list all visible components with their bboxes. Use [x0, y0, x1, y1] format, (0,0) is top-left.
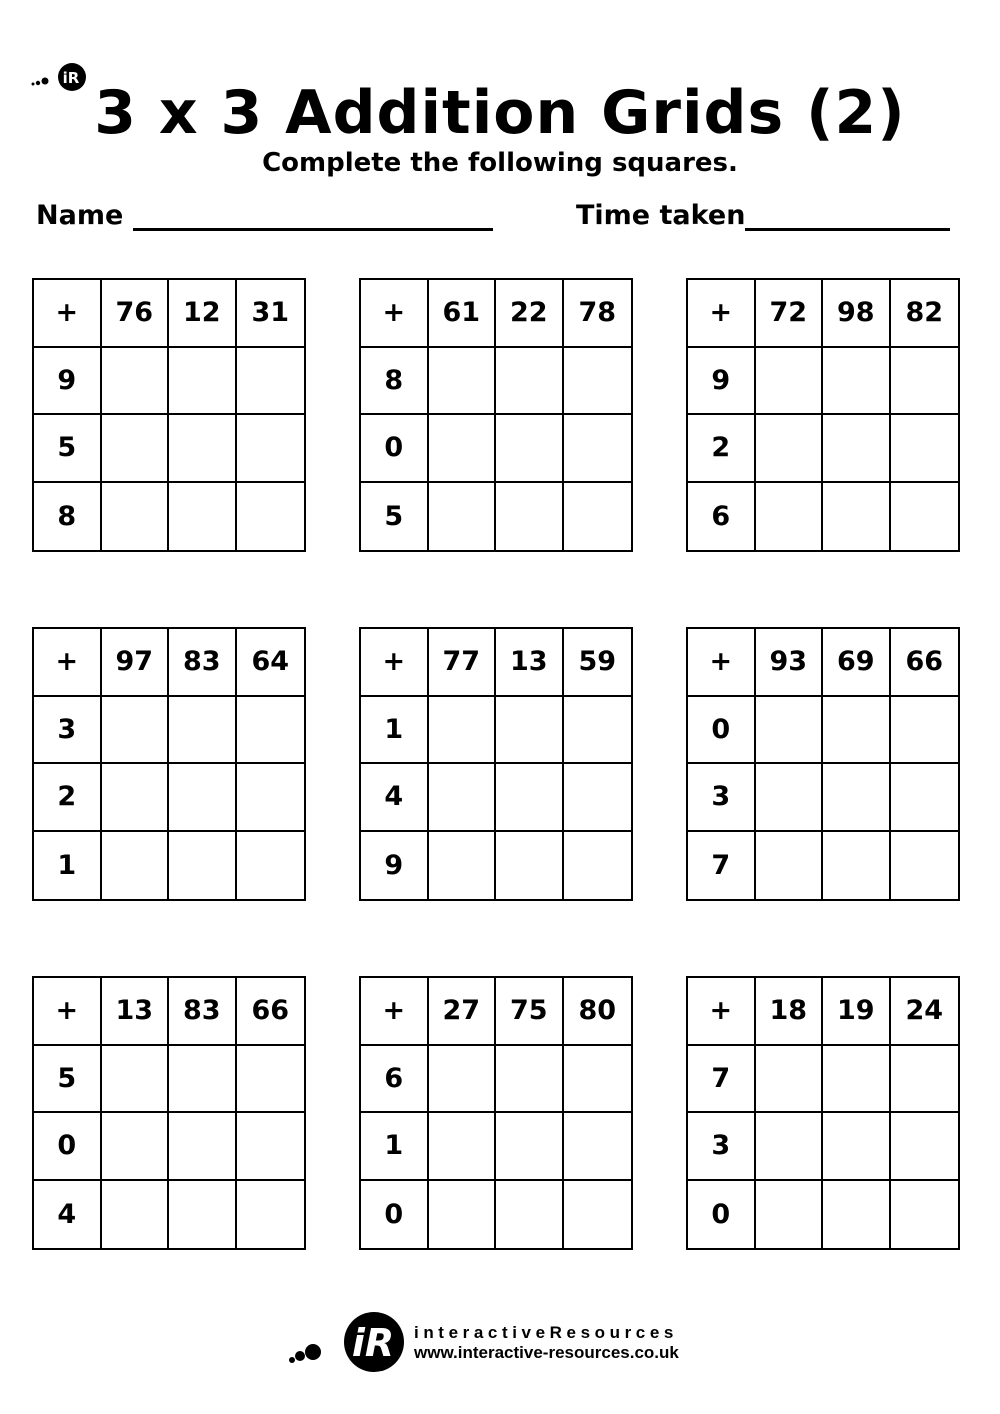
answer-cell[interactable]: [564, 1181, 632, 1249]
row-header: 5: [361, 483, 429, 551]
answer-cell[interactable]: [429, 348, 497, 416]
column-header: 76: [102, 280, 170, 348]
footer: [286, 1312, 679, 1374]
row-header: 5: [34, 1046, 102, 1114]
column-header: 22: [496, 280, 564, 348]
answer-cell[interactable]: [756, 832, 824, 900]
answer-cell[interactable]: [564, 348, 632, 416]
answer-cell[interactable]: [891, 1113, 959, 1181]
answer-cell[interactable]: [564, 1046, 632, 1114]
row-header: 1: [361, 1113, 429, 1181]
page-title: 3 x 3 Addition Grids (2): [94, 78, 906, 148]
answer-cell[interactable]: [496, 348, 564, 416]
answer-cell[interactable]: [429, 764, 497, 832]
answer-cell[interactable]: [756, 697, 824, 765]
answer-cell[interactable]: [237, 415, 305, 483]
operator-cell: +: [361, 280, 429, 348]
answer-cell[interactable]: [496, 415, 564, 483]
row-header: 3: [688, 764, 756, 832]
answer-cell[interactable]: [496, 697, 564, 765]
answer-cell[interactable]: [756, 1113, 824, 1181]
row-header: 6: [688, 483, 756, 551]
row-header: 9: [688, 348, 756, 416]
row-header: 2: [688, 415, 756, 483]
row-header: 5: [34, 415, 102, 483]
row-header: 8: [34, 483, 102, 551]
row-header: 3: [688, 1113, 756, 1181]
answer-cell[interactable]: [756, 415, 824, 483]
column-header: 98: [823, 280, 891, 348]
row-header: 6: [361, 1046, 429, 1114]
answer-cell[interactable]: [237, 483, 305, 551]
column-header: 77: [429, 629, 497, 697]
addition-grid: [32, 278, 306, 552]
row-header: 0: [361, 1181, 429, 1249]
column-header: 64: [237, 629, 305, 697]
answer-cell[interactable]: [237, 1181, 305, 1249]
website-url[interactable]: www.interactive-resources.co.uk: [414, 1343, 679, 1362]
column-header: 19: [823, 978, 891, 1046]
answer-cell[interactable]: [102, 1113, 170, 1181]
answer-cell[interactable]: [756, 1181, 824, 1249]
answer-cell[interactable]: [429, 1181, 497, 1249]
addition-grid: [686, 627, 960, 901]
answer-cell[interactable]: [102, 1181, 170, 1249]
row-header: 9: [34, 348, 102, 416]
answer-cell[interactable]: [169, 1181, 237, 1249]
answer-cell[interactable]: [429, 1113, 497, 1181]
answer-cell[interactable]: [102, 483, 170, 551]
answer-cell[interactable]: [496, 1181, 564, 1249]
answer-cell[interactable]: [496, 764, 564, 832]
name-label: Name: [36, 200, 124, 231]
column-header: 80: [564, 978, 632, 1046]
time-taken-field[interactable]: [576, 198, 950, 231]
addition-grid: [32, 976, 306, 1250]
answer-cell[interactable]: [756, 483, 824, 551]
answer-cell[interactable]: [823, 832, 891, 900]
answer-cell[interactable]: [823, 697, 891, 765]
answer-cell[interactable]: [823, 483, 891, 551]
operator-cell: +: [688, 978, 756, 1046]
answer-cell[interactable]: [891, 1181, 959, 1249]
answer-cell[interactable]: [429, 697, 497, 765]
column-header: 83: [169, 978, 237, 1046]
addition-grid: [32, 627, 306, 901]
row-header: 7: [688, 1046, 756, 1114]
addition-grid: [359, 627, 633, 901]
answer-cell[interactable]: [823, 415, 891, 483]
operator-cell: +: [688, 280, 756, 348]
answer-cell[interactable]: [496, 1046, 564, 1114]
answer-cell[interactable]: [237, 1046, 305, 1114]
answer-cell[interactable]: [429, 415, 497, 483]
answer-cell[interactable]: [169, 697, 237, 765]
answer-cell[interactable]: [756, 1046, 824, 1114]
row-header: 8: [361, 348, 429, 416]
row-header: 0: [361, 415, 429, 483]
answer-cell[interactable]: [169, 832, 237, 900]
answer-cell[interactable]: [564, 415, 632, 483]
column-header: 82: [891, 280, 959, 348]
column-header: 78: [564, 280, 632, 348]
answer-cell[interactable]: [756, 764, 824, 832]
svg-text:iR: iR: [351, 1321, 395, 1365]
column-header: 27: [429, 978, 497, 1046]
row-header: 1: [361, 697, 429, 765]
answer-cell[interactable]: [564, 1113, 632, 1181]
column-header: 66: [891, 629, 959, 697]
answer-cell[interactable]: [169, 1113, 237, 1181]
row-header: 4: [34, 1181, 102, 1249]
answer-cell[interactable]: [169, 764, 237, 832]
answer-cell[interactable]: [756, 348, 824, 416]
answer-cell[interactable]: [891, 764, 959, 832]
answer-cell[interactable]: [429, 832, 497, 900]
answer-cell[interactable]: [891, 348, 959, 416]
time-taken-label: Time taken: [576, 200, 746, 231]
operator-cell: +: [34, 978, 102, 1046]
answer-cell[interactable]: [564, 483, 632, 551]
column-header: 66: [237, 978, 305, 1046]
answer-cell[interactable]: [237, 348, 305, 416]
answer-cell[interactable]: [102, 1046, 170, 1114]
answer-cell[interactable]: [169, 348, 237, 416]
answer-cell[interactable]: [102, 348, 170, 416]
row-header: 9: [361, 832, 429, 900]
answer-cell[interactable]: [102, 764, 170, 832]
brand-name: interactiveResources: [414, 1323, 678, 1342]
answer-cell[interactable]: [496, 483, 564, 551]
operator-cell: +: [34, 629, 102, 697]
answer-cell[interactable]: [891, 697, 959, 765]
column-header: 93: [756, 629, 824, 697]
answer-cell[interactable]: [102, 415, 170, 483]
row-header: 0: [34, 1113, 102, 1181]
addition-grid: [359, 976, 633, 1250]
answer-cell[interactable]: [429, 483, 497, 551]
row-header: 2: [34, 764, 102, 832]
interactive-resources-logo-icon: [286, 1312, 406, 1374]
answer-cell[interactable]: [564, 697, 632, 765]
answer-cell[interactable]: [169, 415, 237, 483]
answer-cell[interactable]: [102, 697, 170, 765]
answer-cell[interactable]: [237, 697, 305, 765]
addition-grid: [359, 278, 633, 552]
answer-cell[interactable]: [169, 483, 237, 551]
operator-cell: +: [34, 280, 102, 348]
answer-cell[interactable]: [237, 832, 305, 900]
answer-cell[interactable]: [237, 1113, 305, 1181]
answer-cell[interactable]: [823, 348, 891, 416]
answer-cell[interactable]: [102, 832, 170, 900]
instructions: Complete the following squares.: [262, 148, 738, 178]
answer-cell[interactable]: [237, 764, 305, 832]
answer-cell[interactable]: [169, 1046, 237, 1114]
answer-cell[interactable]: [891, 483, 959, 551]
column-header: 72: [756, 280, 824, 348]
row-header: 3: [34, 697, 102, 765]
operator-cell: +: [361, 629, 429, 697]
answer-cell[interactable]: [564, 832, 632, 900]
time-taken-line[interactable]: [745, 198, 950, 231]
column-header: 12: [169, 280, 237, 348]
column-header: 83: [169, 629, 237, 697]
column-header: 75: [496, 978, 564, 1046]
column-header: 31: [237, 280, 305, 348]
svg-text:iR: iR: [62, 69, 80, 87]
answer-cell[interactable]: [823, 1181, 891, 1249]
row-header: 1: [34, 832, 102, 900]
answer-cell[interactable]: [823, 764, 891, 832]
row-header: 0: [688, 1181, 756, 1249]
answer-cell[interactable]: [891, 415, 959, 483]
column-header: 59: [564, 629, 632, 697]
column-header: 13: [102, 978, 170, 1046]
column-header: 13: [496, 629, 564, 697]
answer-cell[interactable]: [891, 832, 959, 900]
column-header: 24: [891, 978, 959, 1046]
answer-cell[interactable]: [823, 1113, 891, 1181]
answer-cell[interactable]: [496, 1113, 564, 1181]
answer-cell[interactable]: [564, 764, 632, 832]
operator-cell: +: [361, 978, 429, 1046]
answer-cell[interactable]: [823, 1046, 891, 1114]
addition-grid: [686, 278, 960, 552]
row-header: 7: [688, 832, 756, 900]
row-header: 4: [361, 764, 429, 832]
answer-cell[interactable]: [429, 1046, 497, 1114]
addition-grid: [686, 976, 960, 1250]
column-header: 97: [102, 629, 170, 697]
column-header: 69: [823, 629, 891, 697]
column-header: 18: [756, 978, 824, 1046]
column-header: 61: [429, 280, 497, 348]
name-line[interactable]: [133, 198, 493, 231]
answer-cell[interactable]: [496, 832, 564, 900]
answer-cell[interactable]: [891, 1046, 959, 1114]
name-field[interactable]: [36, 198, 493, 231]
row-header: 0: [688, 697, 756, 765]
operator-cell: +: [688, 629, 756, 697]
